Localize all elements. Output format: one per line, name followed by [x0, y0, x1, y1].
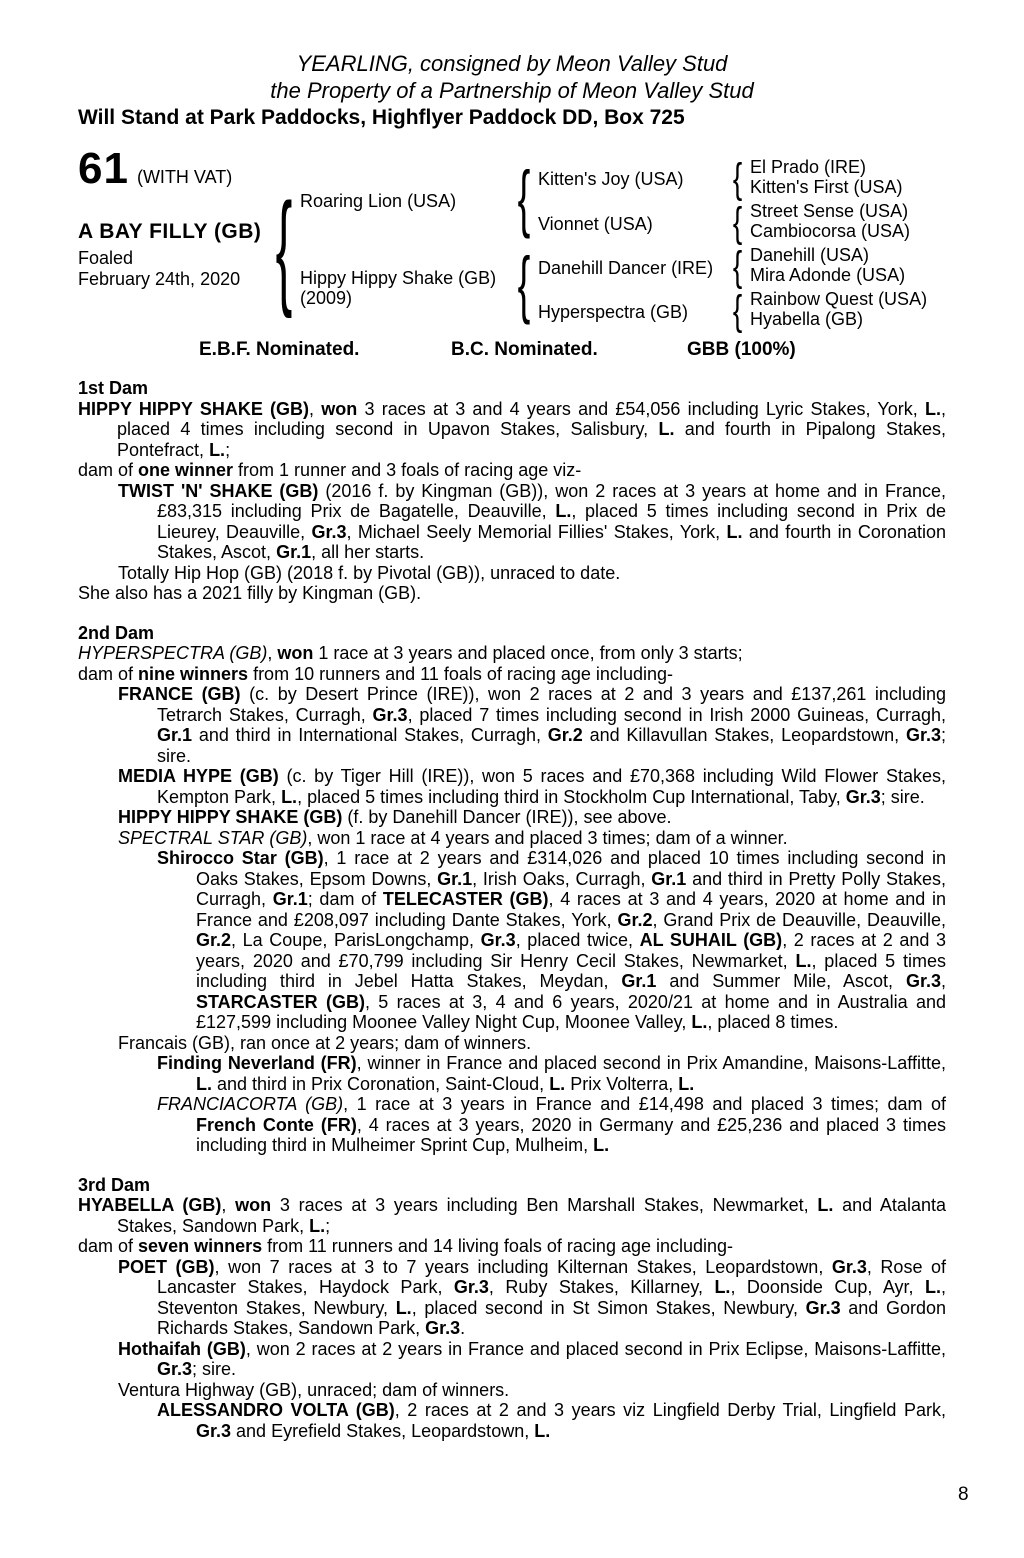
gen3-pair-3 [750, 245, 905, 285]
gen3-name: Mira Adonde (USA) [750, 265, 906, 285]
catalogue-paragraph: dam of one winner from 1 runner and 3 foals of racing age viz- [78, 460, 582, 480]
catalogue-paragraph: FRANCE (GB) (c. by Desert Prince (IRE)), won 2 races at 2 and 3 years and £137,261 including Tetrarch Stakes, Curragh, Gr.3, placed 7 times including second in Irish 2000 Guineas, Curragh, Gr.1 and third in International Stakes, Curragh, Gr.2 and Killavullan Stakes, Leopardstown, Gr.3; sire. [118, 684, 946, 766]
page-content [78, 144, 947, 1441]
catalogue-paragraph: Hothaifah (GB), won 2 races at 2 years in France and placed second in Prix Eclipse, Maisons-Laffitte, Gr.3; sire. [118, 1338, 946, 1379]
catalogue-paragraph: Totally Hip Hop (GB) (2018 f. by Pivotal (GB)), unraced to date. [118, 562, 621, 583]
gen3-pair-1 [750, 157, 902, 197]
pedigree-table [78, 144, 946, 331]
dam-dam: Hyperspectra (GB) [538, 302, 689, 322]
catalogue-paragraph: Ventura Highway (GB), unraced; dam of winners. [118, 1379, 510, 1400]
catalogue-paragraph: She also has a 2021 filly by Kingman (GB). [78, 583, 422, 603]
gen3-name: Danehill (USA) [750, 245, 870, 265]
page-header [0, 0, 1024, 131]
pedigree-brace-dam-parents [515, 250, 533, 322]
lot-number: 61 [78, 144, 129, 193]
gen3-name: Rainbow Quest (USA) [750, 289, 928, 309]
catalogue-paragraph: POET (GB), won 7 races at 3 to 7 years including Kilternan Stakes, Leopardstown, Gr.3, Rose of Lancaster Stakes, Haydock Park, Gr.3, Ruby Stakes, Killarney, L., Doonside Cup, Ayr, L., Steventon Stakes, Newbury, L., placed second in St Simon Stakes, Newbury, Gr.3 and Gordon Richards Stakes, Sandown Park, Gr.3. [118, 1256, 946, 1338]
dam-name-text: Hippy Hippy Shake (GB) [300, 268, 497, 288]
gen3-pair-2 [750, 201, 910, 241]
catalogue-paragraph: FRANCIACORTA (GB), 1 race at 3 years in France and £14,498 and placed 3 times; dam of French Conte (FR), 4 races at 3 years, 2020 in Germany and £25,236 and placed 3 times including third in Mulheimer Sprint Cup, Mulheim, L. [157, 1094, 946, 1155]
pedigree-brace-gen3-1 [730, 157, 745, 201]
pedigree-brace-gen3-2 [730, 201, 745, 245]
catalogue-paragraph: dam of nine winners from 10 runners and 11 foals of racing age including- [78, 663, 673, 684]
gen3-name: Kitten's First (USA) [750, 177, 903, 197]
catalogue-paragraph: Shirocco Star (GB), 1 race at 2 years and £314,026 and placed 10 times including second in Oaks Stakes, Epsom Downs, Gr.1, Irish Oaks, Curragh, Gr.1 and third in Pretty Polly Stakes, Curragh, Gr.1; dam of TELECASTER (GB), 4 races at 3 and 4 years, 2020 at home and in France and £208,097 including Dante Stakes, York, Gr.2, Grand Prix de Deauville, Deauville, Gr.2, La Coupe, ParisLongchamp, Gr.3, placed twice, AL SUHAIL (GB), 2 races at 2 and 3 years, 2020 and £70,799 including Sir Henry Cecil Stakes, Newmarket, L., placed 5 times including third in Jebel Hatta Stakes, Meydan, Gr.1 and Summer Mile, Ascot, Gr.3, STARCASTER (GB), 5 races at 3, 4 and 6 years, 2020/21 at home and in Australia and £127,599 including Moonee Valley Night Cup, Moonee Valley, L., placed 8 times. [157, 848, 947, 1032]
catalogue-paragraph: Francais (GB), ran once at 2 years; dam of winners. [118, 1032, 532, 1053]
page-number: 8 [958, 1484, 969, 1505]
dam-section-heading: 2nd Dam [78, 622, 155, 643]
sire-dam: Vionnet (USA) [538, 214, 653, 234]
dam-section-heading: 3rd Dam [78, 1174, 151, 1195]
pedigree-brace-sire-parents [515, 164, 533, 236]
catalogue-paragraph: dam of seven winners from 11 runners and 14 living foals of racing age including- [78, 1236, 734, 1256]
pedigree-brace-gen3-3 [730, 245, 745, 289]
stand-location-line: Will Stand at Park Paddocks, Highflyer Paddock DD, Box 725 [78, 106, 685, 129]
gen3-pair-4 [750, 289, 927, 329]
sire-name: Roaring Lion (USA) [300, 191, 457, 211]
lot-header [78, 144, 233, 193]
pedigree-brace-gen1 [271, 186, 297, 310]
dam-sections [78, 378, 946, 1441]
consignor-line: YEARLING, consigned by Meon Valley Stud [296, 51, 728, 76]
horse-name: A BAY FILLY (GB) [78, 220, 262, 243]
dam-year: (2009) [300, 288, 353, 308]
dam-sire: Danehill Dancer (IRE) [538, 258, 714, 278]
property-line: the Property of a Partnership of Meon Valley Stud [270, 78, 754, 103]
catalogue-paragraph: ALESSANDRO VOLTA (GB), 2 races at 2 and 3 years viz Lingfield Derby Trial, Lingfield Park, Gr.3 and Eyrefield Stakes, Leopardstown, L. [157, 1400, 946, 1441]
gen3-name: El Prado (IRE) [750, 157, 867, 177]
catalogue-paragraph: HIPPY HIPPY SHAKE (GB) (f. by Danehill Dancer (IRE)), see above. [118, 807, 672, 827]
vat-note: (WITH VAT) [136, 167, 233, 187]
gen3-name: Hyabella (GB) [750, 309, 864, 329]
dam-section-heading: 1st Dam [78, 378, 149, 398]
catalogue-paragraph: MEDIA HYPE (GB) (c. by Tiger Hill (IRE)), won 5 races and £70,368 including Wild Flower Stakes, Kempton Park, L., placed 5 times including third in Stockholm Cup International, Taby, Gr.3; sire. [118, 766, 946, 807]
pedigree-brace-gen3-4 [730, 289, 745, 333]
foaled-date: February 24th, 2020 [78, 269, 241, 289]
dam-name [300, 268, 496, 308]
gen3-name: Street Sense (USA) [750, 201, 909, 221]
foaled-label: Foaled [78, 248, 134, 268]
gbb-nomination: GBB (100%) [687, 339, 796, 360]
catalogue-paragraph: TWIST 'N' SHAKE (GB) (2016 f. by Kingman (GB)), won 2 races at 3 years at home and in France, £83,315 including Prix de Bagatelle, Deauville, L., placed 5 times including second in Prix de Lieurey, Deauville, Gr.3, Michael Seely Memorial Fillies' Stakes, York, L. and fourth in Coronation Stakes, Ascot, Gr.1, all her starts. [118, 480, 946, 562]
catalogue-paragraph: HYPERSPECTRA (GB), won 1 race at 3 years and placed once, from only 3 starts; [78, 643, 743, 663]
catalogue-paragraph: HIPPY HIPPY SHAKE (GB), won 3 races at 3 and 4 years and £54,056 including Lyric Stakes, York, L., placed 4 times including second in Upavon Stakes, Salisbury, L. and fourth in Pipalong Stakes, Pontefract, L.; [78, 398, 947, 460]
bc-nomination: B.C. Nominated. [451, 339, 598, 360]
ebf-nomination: E.B.F. Nominated. [199, 339, 360, 360]
catalogue-paragraph: SPECTRAL STAR (GB), won 1 race at 4 years and placed 3 times; dam of a winner. [118, 827, 788, 848]
nominations-row [78, 339, 946, 359]
catalogue-paragraph: Finding Neverland (FR), winner in France and placed second in Prix Amandine, Maisons-Laffitte, L. and third in Prix Coronation, Saint-Cloud, L. Prix Volterra, L. [157, 1053, 947, 1094]
gen3-name: Cambiocorsa (USA) [750, 221, 911, 241]
sire-sire: Kitten's Joy (USA) [538, 169, 684, 189]
catalogue-paragraph: HYABELLA (GB), won 3 races at 3 years including Ben Marshall Stakes, Newmarket, L. and Atalanta Stakes, Sandown Park, L.; [78, 1195, 946, 1236]
